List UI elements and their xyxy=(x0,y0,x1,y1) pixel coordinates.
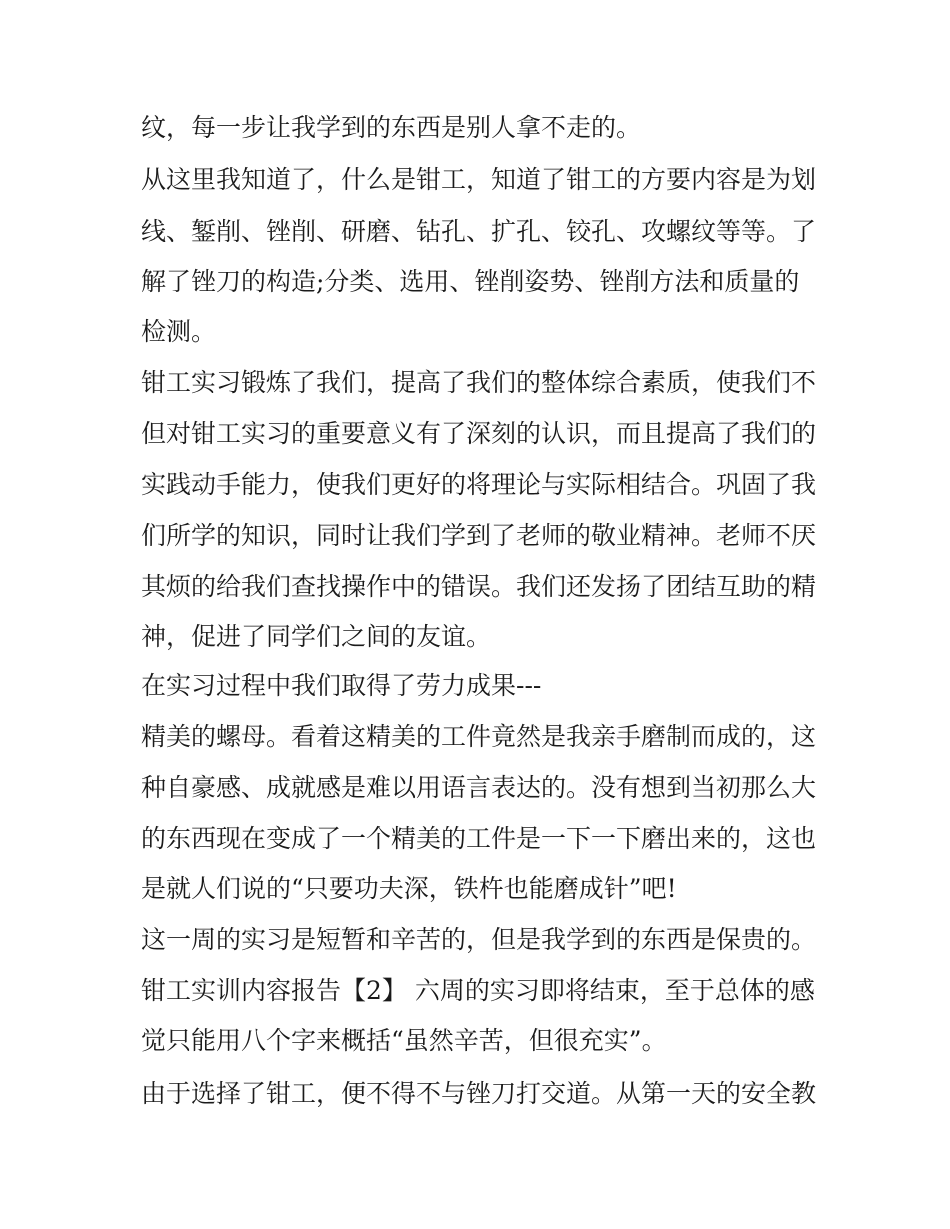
text-line: 但对钳工实习的重要意义有了深刻的认识，而且提高了我们的 xyxy=(141,419,817,448)
text-line: 精美的螺母。看着这精美的工件竟然是我亲手磨制而成的，这 xyxy=(141,722,817,751)
text-line: 是就人们说的“只要功夫深，铁杵也能磨成针”吧! xyxy=(141,874,677,903)
text-line: 检测。 xyxy=(141,317,217,346)
text-line: 这一周的实习是短暂和辛苦的，但是我学到的东西是保贵的。 xyxy=(141,925,817,954)
text-line: 们所学的知识，同时让我们学到了老师的敬业精神。老师不厌 xyxy=(141,521,817,550)
text-line: 种自豪感、成就感是难以用语言表达的。没有想到当初那么大 xyxy=(141,773,817,802)
text-line: 其烦的给我们查找操作中的错误。我们还发扬了团结互助的精 xyxy=(141,572,817,601)
text-line: 纹，每一步让我学到的东西是别人拿不走的。 xyxy=(141,113,642,142)
text-line: 的东西现在变成了一个精美的工件是一下一下磨出来的，这也 xyxy=(141,824,817,853)
text-line: 由于选择了钳工，便不得不与锉刀打交道。从第一天的安全教 xyxy=(141,1079,817,1108)
text-line: 在实习过程中我们取得了劳力成果--- xyxy=(141,671,542,700)
text-line: 线、錾削、锉削、研磨、钻孔、扩孔、铰孔、攻螺纹等等。了 xyxy=(141,217,817,246)
text-line: 钳工实训内容报告【2】 六周的实习即将结束，至于总体的感 xyxy=(141,976,815,1005)
text-line: 觉只能用八个字来概括“虽然辛苦，但很充实”。 xyxy=(141,1026,667,1055)
text-line: 神，促进了同学们之间的友谊。 xyxy=(141,622,492,651)
text-line: 从这里我知道了，什么是钳工，知道了钳工的方要内容是为划 xyxy=(141,165,817,194)
text-line: 钳工实习锻炼了我们，提高了我们的整体综合素质，使我们不 xyxy=(141,368,817,397)
text-line: 实践动手能力，使我们更好的将理论与实际相结合。巩固了我 xyxy=(141,470,817,499)
text-line: 解了锉刀的构造;分类、选用、锉削姿势、锉削方法和质量的 xyxy=(141,267,800,296)
